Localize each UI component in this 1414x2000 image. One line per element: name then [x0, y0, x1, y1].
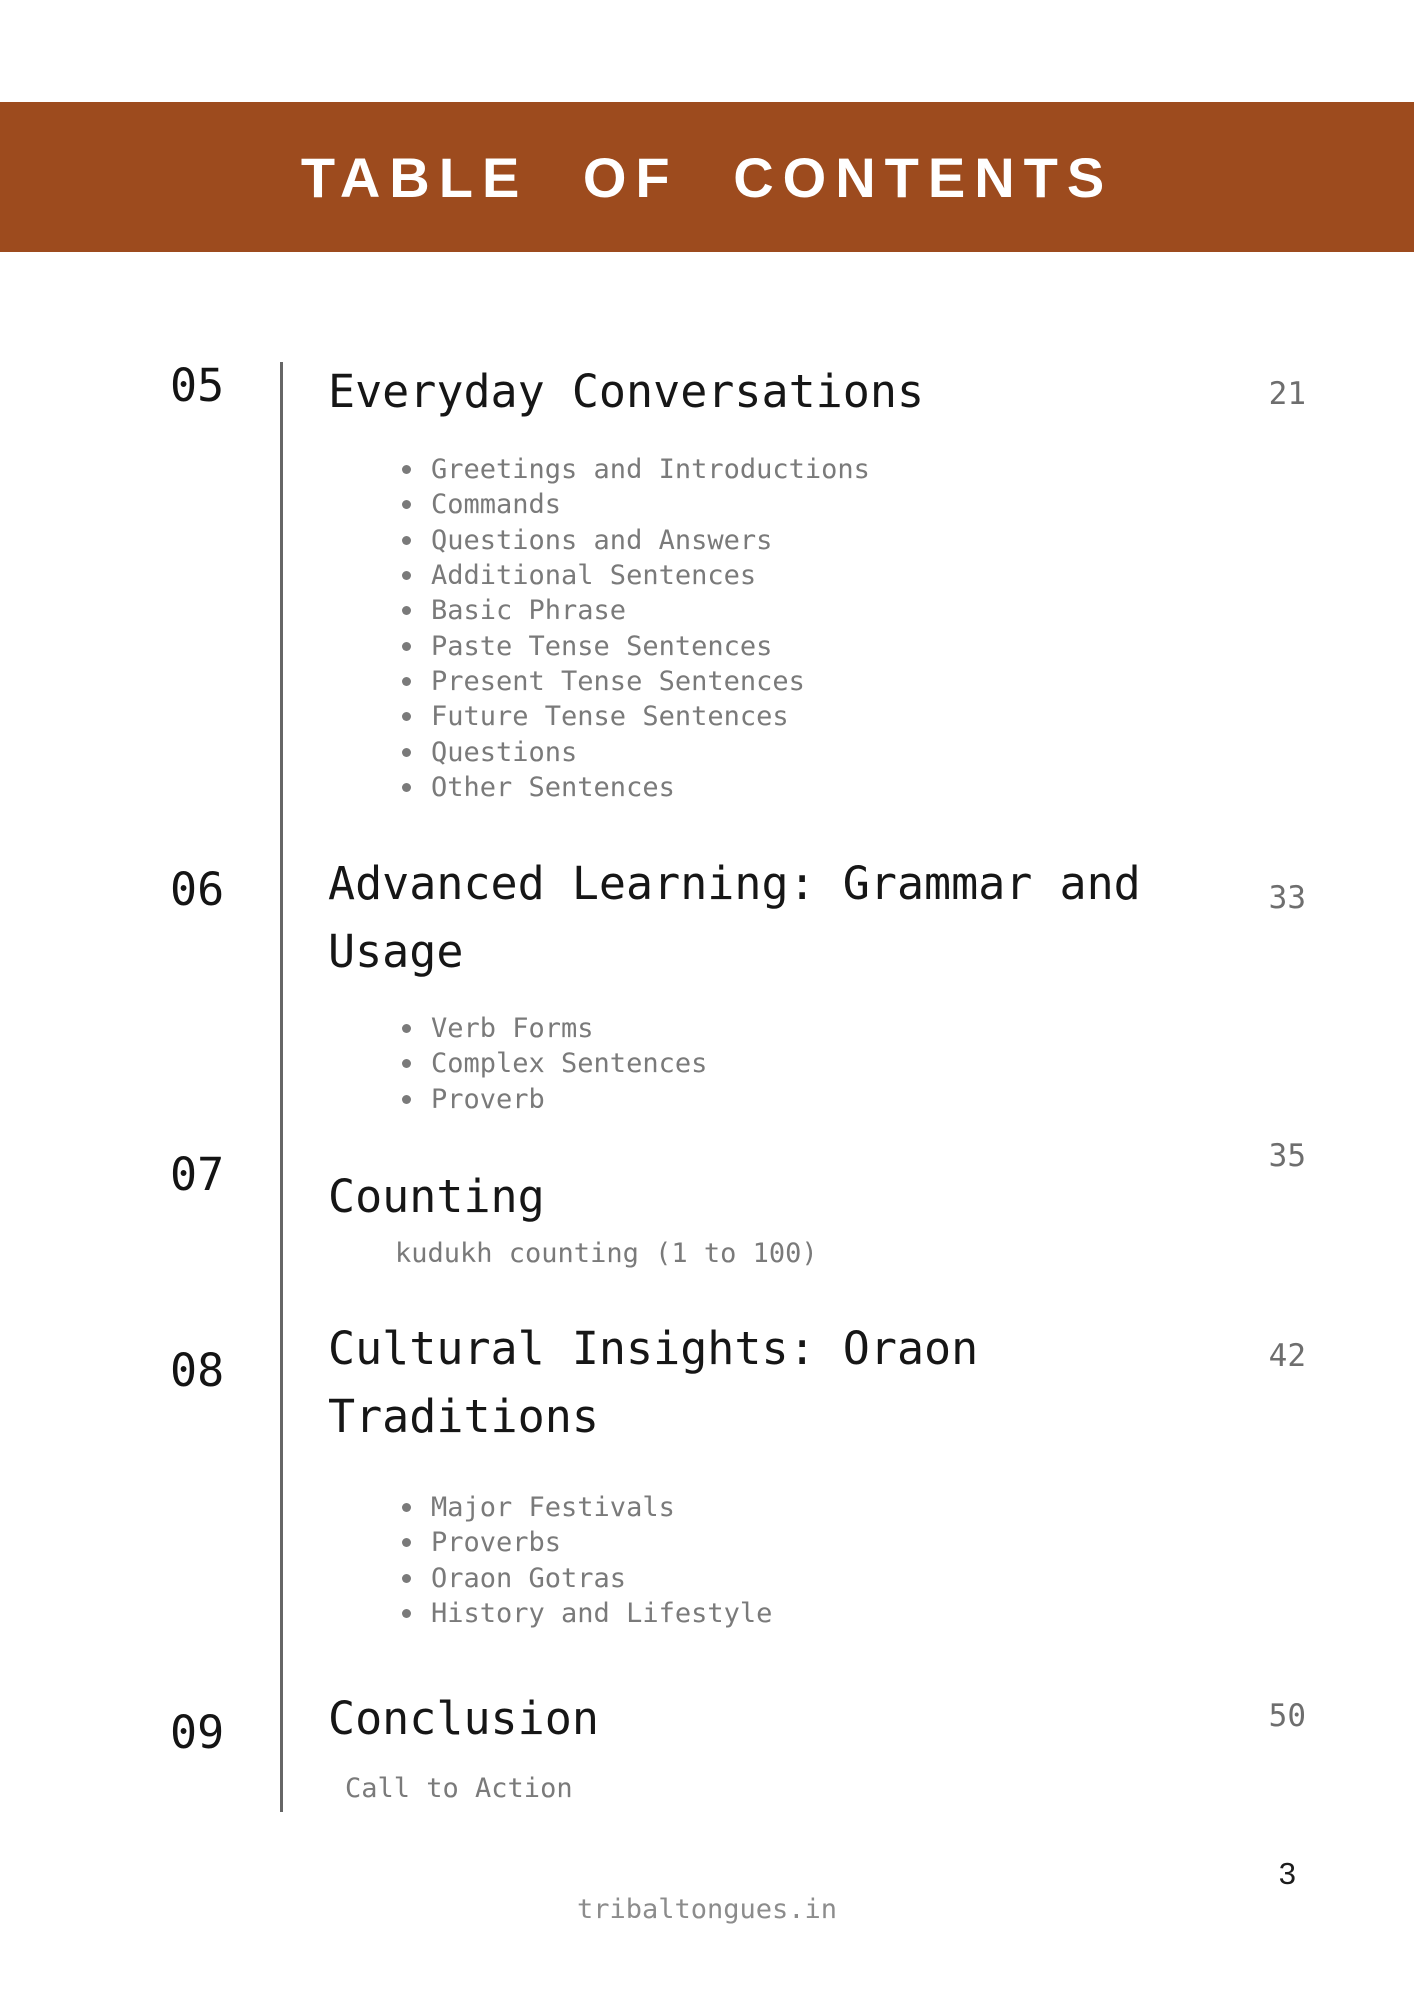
toc-item-label: Other Sentences — [431, 771, 675, 803]
toc-item-label: Present Tense Sentences — [431, 665, 805, 697]
section-page-number: 35 — [1268, 1138, 1306, 1174]
toc-item-label: Proverb — [431, 1083, 545, 1115]
page-title: TABLE OF CONTENTS — [300, 145, 1114, 209]
toc-item-label: Basic Phrase — [431, 595, 627, 627]
toc-item-label: Questions and Answers — [431, 524, 773, 556]
section-number: 05 — [170, 359, 225, 412]
section-title: Cultural Insights: Oraon Traditions — [328, 1322, 979, 1443]
bullet-icon — [402, 1024, 411, 1033]
toc-item-label: Verb Forms — [431, 1013, 594, 1045]
toc-item — [402, 1490, 772, 1525]
bullet-icon — [402, 1095, 411, 1104]
toc-item — [402, 734, 870, 769]
toc-item — [402, 1561, 772, 1596]
toc-item — [402, 558, 870, 593]
section-title: Advanced Learning: Grammar and Usage — [328, 857, 1141, 978]
section-title: Conclusion — [328, 1692, 599, 1745]
section-number: 06 — [170, 863, 225, 916]
section-item-list — [402, 1011, 707, 1117]
toc-item-label: Greetings and Introductions — [431, 454, 870, 486]
toc-header-band — [0, 102, 1414, 252]
toc-item-label: Major Festivals — [431, 1492, 675, 1524]
bullet-icon — [402, 500, 411, 509]
toc-item-label: Complex Sentences — [431, 1048, 708, 1080]
bullet-icon — [402, 1538, 411, 1547]
toc-item — [402, 523, 870, 558]
section-subnote: kudukh counting (1 to 100) — [395, 1238, 818, 1269]
toc-item-label: Questions — [431, 736, 578, 768]
bullet-icon — [402, 1059, 411, 1068]
toc-item — [402, 1596, 772, 1631]
toc-item-label: Oraon Gotras — [431, 1562, 627, 1594]
section-number: 09 — [170, 1706, 225, 1759]
section-number: 08 — [170, 1344, 225, 1397]
toc-item — [402, 699, 870, 734]
section-number: 07 — [170, 1148, 225, 1201]
vertical-divider-rule — [280, 362, 283, 1812]
bullet-icon — [402, 783, 411, 792]
bullet-icon — [402, 465, 411, 474]
toc-item — [402, 1046, 707, 1081]
bullet-icon — [402, 1503, 411, 1512]
section-subnote: Call to Action — [345, 1773, 573, 1804]
section-page-number: 42 — [1268, 1338, 1306, 1374]
footer-website: tribaltongues.in — [576, 1894, 838, 1925]
toc-item-label: Paste Tense Sentences — [431, 630, 773, 662]
section-item-list — [402, 452, 870, 805]
toc-item — [402, 1082, 707, 1117]
toc-item-label: Commands — [431, 489, 562, 521]
section-item-list — [402, 1490, 772, 1631]
section-title: Everyday Conversations — [328, 365, 925, 418]
bullet-icon — [402, 748, 411, 757]
toc-item — [402, 628, 870, 663]
toc-item-label: Proverbs — [431, 1527, 562, 1559]
section-page-number: 33 — [1268, 880, 1306, 916]
section-title: Counting — [328, 1170, 545, 1223]
bullet-icon — [402, 606, 411, 615]
toc-item — [402, 664, 870, 699]
toc-item — [402, 770, 870, 805]
section-page-number: 21 — [1268, 376, 1306, 412]
bullet-icon — [402, 677, 411, 686]
toc-item — [402, 1525, 772, 1560]
toc-item-label: Future Tense Sentences — [431, 701, 789, 733]
footer-page-number: 3 — [1278, 1856, 1296, 1891]
bullet-icon — [402, 1574, 411, 1583]
bullet-icon — [402, 642, 411, 651]
toc-item — [402, 452, 870, 487]
toc-item-label: History and Lifestyle — [431, 1598, 773, 1630]
toc-item — [402, 487, 870, 522]
toc-item-label: Additional Sentences — [431, 560, 757, 592]
bullet-icon — [402, 1609, 411, 1618]
bullet-icon — [402, 536, 411, 545]
toc-item — [402, 1011, 707, 1046]
bullet-icon — [402, 712, 411, 721]
toc-item — [402, 593, 870, 628]
bullet-icon — [402, 571, 411, 580]
section-page-number: 50 — [1268, 1698, 1306, 1734]
